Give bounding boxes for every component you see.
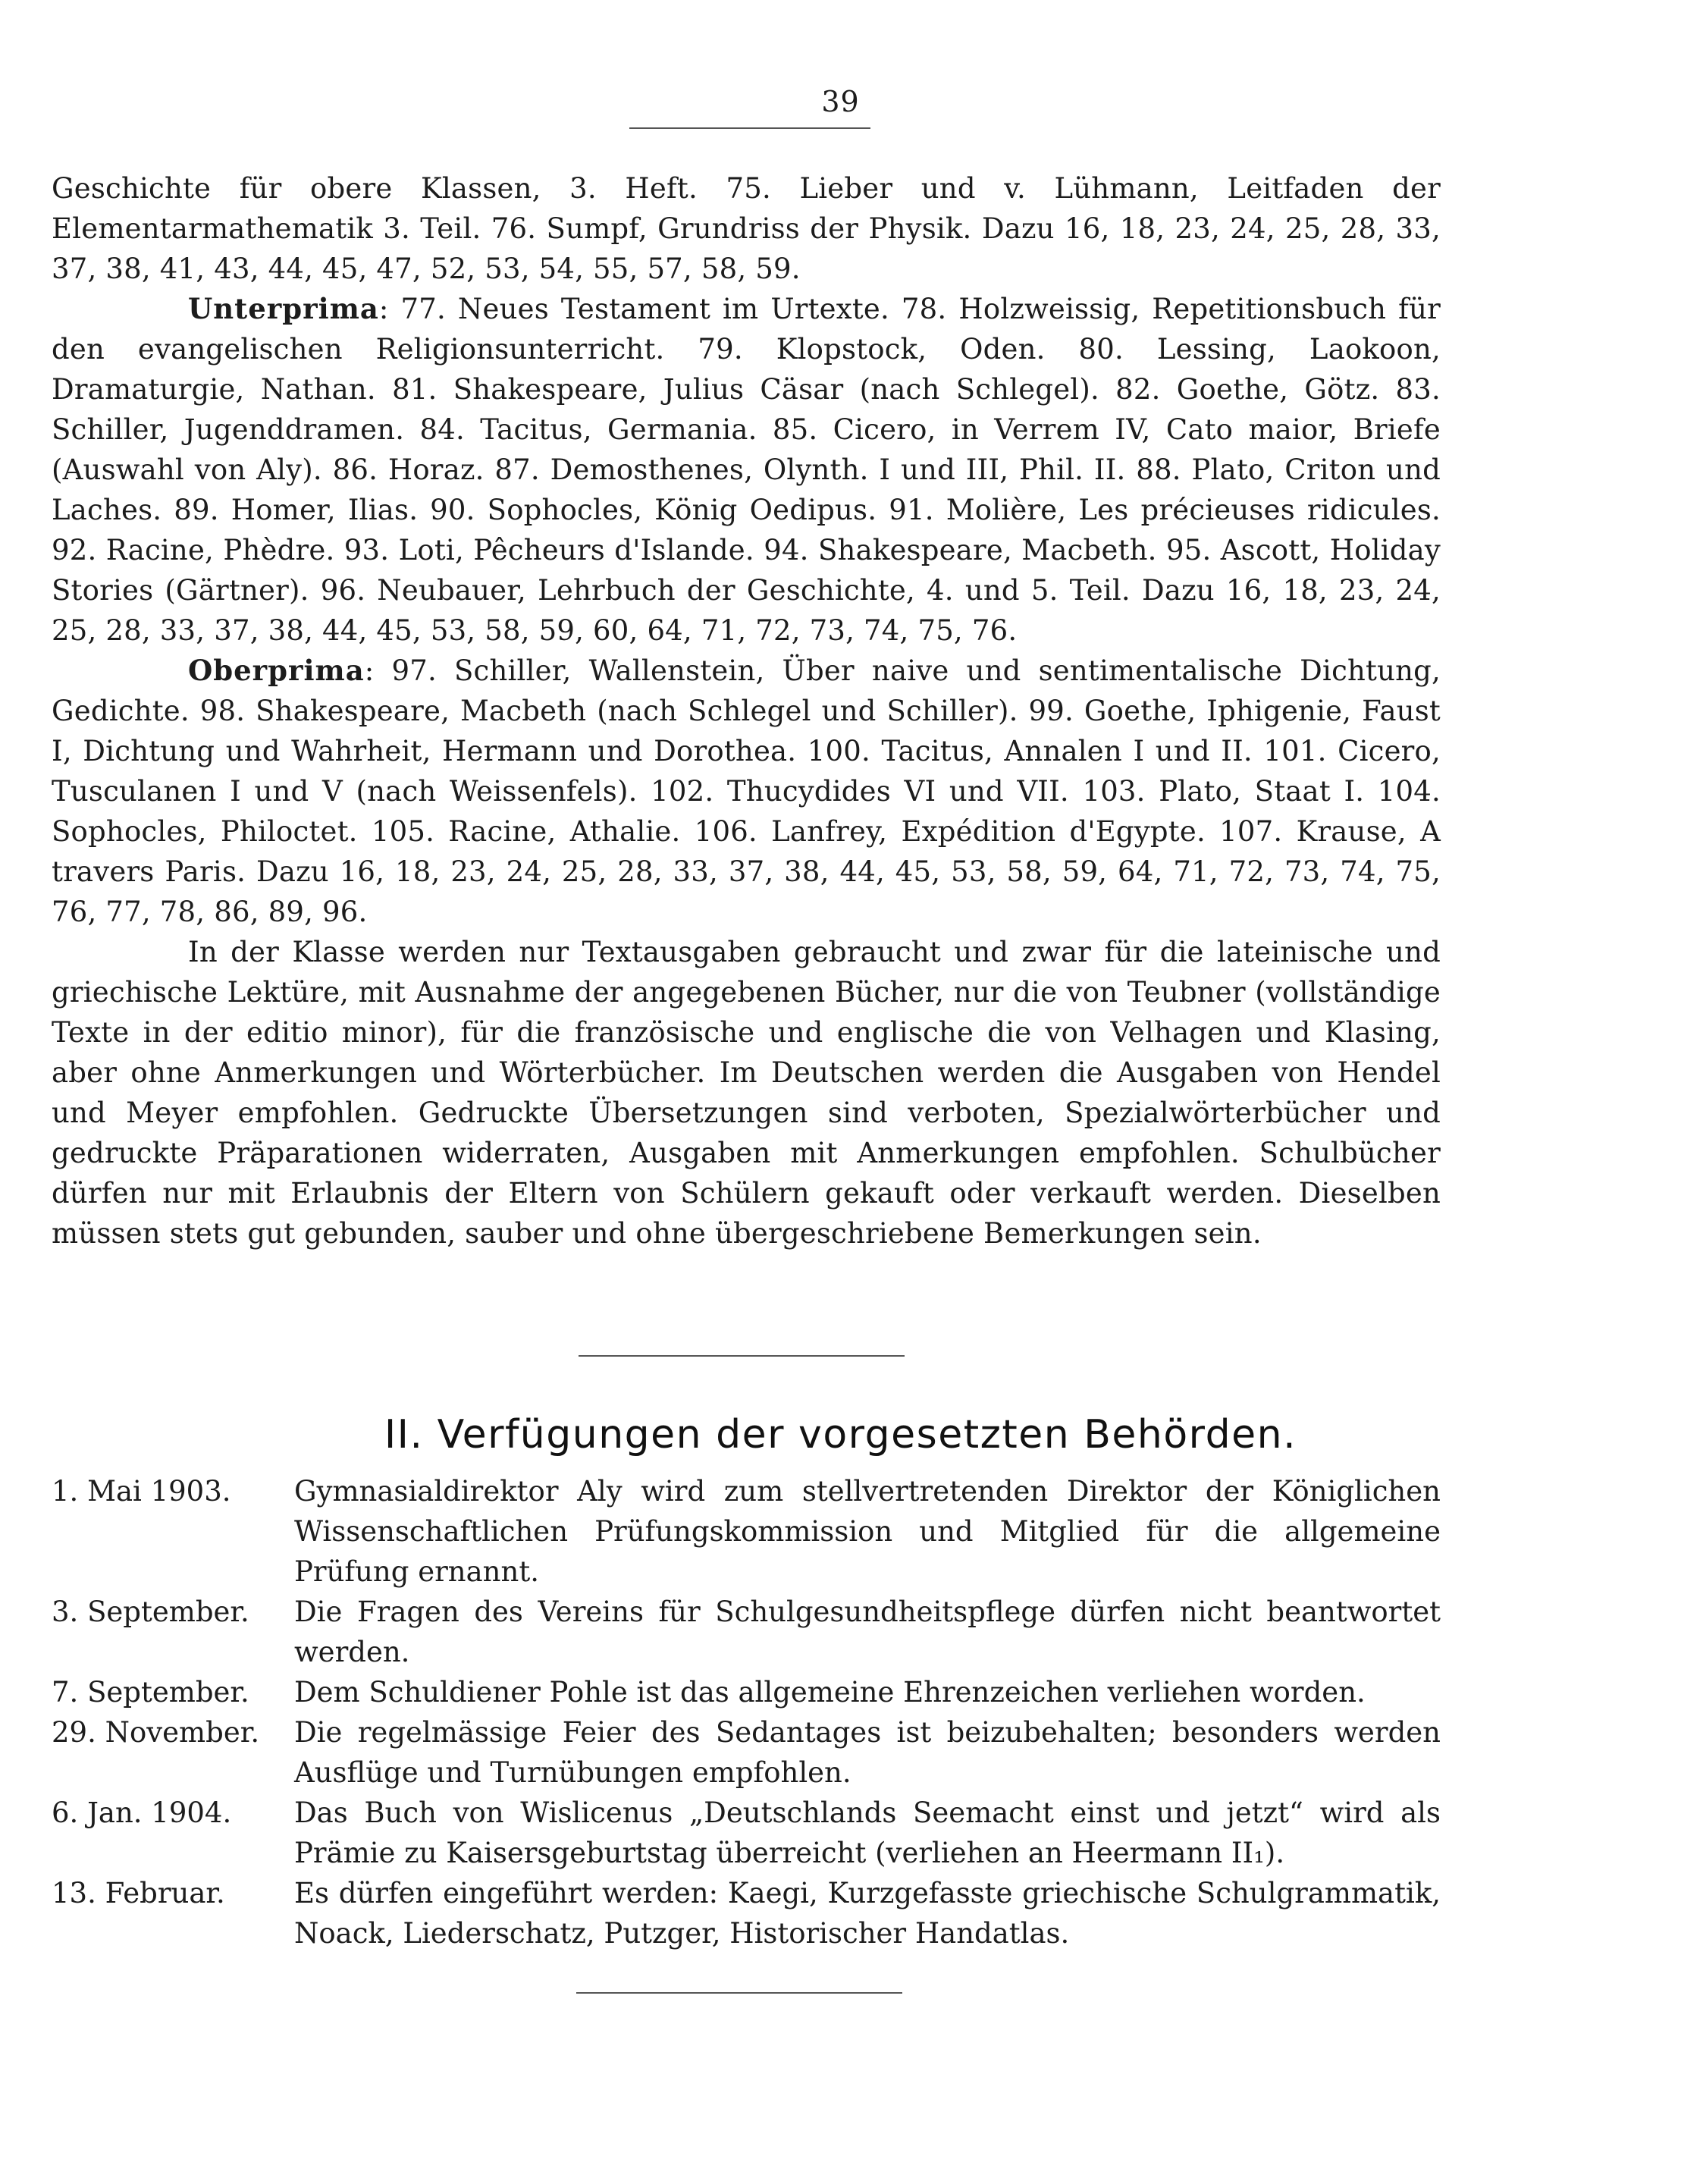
oberprima-paragraph xyxy=(52,651,1441,932)
top-divider xyxy=(629,127,870,129)
oberprima-text: : 97. Schiller, Wallenstein, Über naive und sentimentalische Dichtung, Gedichte. 98. Shakespeare, Macbeth (nach Schlegel und Schiller). 99. Goethe, Iphigenie, Faust I, Dichtung und Wahrheit, Hermann und Dorothea. 100. Tacitus, Annalen I und II. 101. Cicero, Tusculanen I und V (nach Weissenfels). 102. Thucydides VI und VII. 103. Plato, Staat I. 104. Sophocles, Philoctet. 105. Racine, Athalie. 106. Lanfrey, Expédition d'Egypte. 107. Krause, A travers Paris. Dazu 16, 18, 23, 24, 25, 28, 33, 37, 38, 44, 45, 53, 58, 59, 64, 71, 72, 73, 74, 75, 76, 77, 78, 86, 89, 96. xyxy=(52,654,1441,928)
decree-text: Die Fragen des Vereins für Schulgesundheitspflege dürfen nicht beantwortet werden. xyxy=(294,1596,1441,1668)
decree-date: 13. Februar. xyxy=(52,1877,225,1909)
intro-paragraph: Geschichte für obere Klassen, 3. Heft. 75. Lieber und v. Lühmann, Leitfaden der Elementarmathematik 3. Teil. 76. Sumpf, Grundriss der Physik. Dazu 16, 18, 23, 24, 25, 28, 33, 37, 38, 41, 43, 44, 45, 47, 52, 53, 54, 55, 57, 58, 59. xyxy=(52,172,1441,285)
oberprima-heading: Oberprima xyxy=(188,654,365,687)
decree-item xyxy=(52,1672,1441,1712)
page-number: 39 xyxy=(821,85,860,118)
decree-date: 1. Mai 1903. xyxy=(52,1475,231,1508)
decree-item xyxy=(52,1873,1441,1953)
unterprima-paragraph xyxy=(52,289,1441,651)
section-title: II. Verfügungen der vorgesetzten Behörden. xyxy=(384,1412,1297,1458)
unterprima-heading: Unterprima xyxy=(188,292,379,325)
bottom-divider xyxy=(576,1992,902,1994)
decree-text: Das Buch von Wislicenus „Deutschlands Seemacht einst und jetzt“ wird als Prämie zu Kaisersgeburtstag überreicht (verliehen an Heermann II₁). xyxy=(294,1796,1441,1869)
decree-item xyxy=(52,1592,1441,1672)
decree-text: Es dürfen eingeführt werden: Kaegi, Kurzgefasste griechische Schulgrammatik, Noack, Liederschatz, Putzger, Historischer Handatlas. xyxy=(294,1877,1441,1950)
decree-date: 3. September. xyxy=(52,1596,249,1628)
decree-item xyxy=(52,1712,1441,1793)
decree-date: 7. September. xyxy=(52,1676,249,1709)
decree-text: Die regelmässige Feier des Sedantages ist beizubehalten; besonders werden Ausflüge und Turnübungen empfohlen. xyxy=(294,1716,1441,1789)
middle-divider xyxy=(579,1355,905,1357)
decree-date: 29. November. xyxy=(52,1716,260,1749)
decree-list xyxy=(52,1471,1441,1953)
decree-item xyxy=(52,1471,1441,1592)
decree-date: 6. Jan. 1904. xyxy=(52,1796,232,1829)
decree-item xyxy=(52,1793,1441,1873)
unterprima-text: : 77. Neues Testament im Urtexte. 78. Holzweissig, Repetitionsbuch für den evangelischen Religionsunterricht. 79. Klopstock, Oden. 80. Lessing, Laokoon, Dramaturgie, Nathan. 81. Shakespeare, Julius Cäsar (nach Schlegel). 82. Goethe, Götz. 83. Schiller, Jugenddramen. 84. Tacitus, Germania. 85. Cicero, in Verrem IV, Cato maior, Briefe (Auswahl von Aly). 86. Horaz. 87. Demosthenes, Olynth. I und III, Phil. II. 88. Plato, Criton und Laches. 89. Homer, Ilias. 90. Sophocles, König Oedipus. 91. Molière, Les précieuses ridicules. 92. Racine, Phèdre. 93. Loti, Pêcheurs d'Islande. 94. Shakespeare, Macbeth. 95. Ascott, Holiday Stories (Gärtner). 96. Neubauer, Lehrbuch der Geschichte, 4. und 5. Teil. Dazu 16, 18, 23, 24, 25, 28, 33, 37, 38, 44, 45, 53, 58, 59, 60, 64, 71, 72, 73, 74, 75, 76. xyxy=(52,293,1441,647)
decree-text: Gymnasialdirektor Aly wird zum stellvertretenden Direktor der Königlichen Wissenschaftlichen Prüfungskommission und Mitglied für die allgemeine Prüfung ernannt. xyxy=(294,1475,1441,1588)
decree-text: Dem Schuldiener Pohle ist das allgemeine Ehrenzeichen verliehen worden. xyxy=(294,1676,1366,1709)
reading-list xyxy=(52,168,1441,1254)
closing-paragraph: In der Klasse werden nur Textausgaben gebraucht und zwar für die lateinische und griechische Lektüre, mit Ausnahme der angegebenen Bücher, nur die von Teubner (vollständige Texte in der editio minor), für die französische und englische die von Velhagen und Klasing, aber ohne Anmerkungen und Wörterbücher. Im Deutschen werden die Ausgaben von Hendel und Meyer empfohlen. Gedruckte Übersetzungen sind verboten, Spezialwörterbücher und gedruckte Präparationen widerraten, Ausgaben mit Anmerkungen empfohlen. Schulbücher dürfen nur mit Erlaubnis der Eltern von Schülern gekauft oder verkauft werden. Dieselben müssen stets gut gebunden, sauber und ohne übergeschriebene Bemerkungen sein. xyxy=(52,936,1441,1250)
